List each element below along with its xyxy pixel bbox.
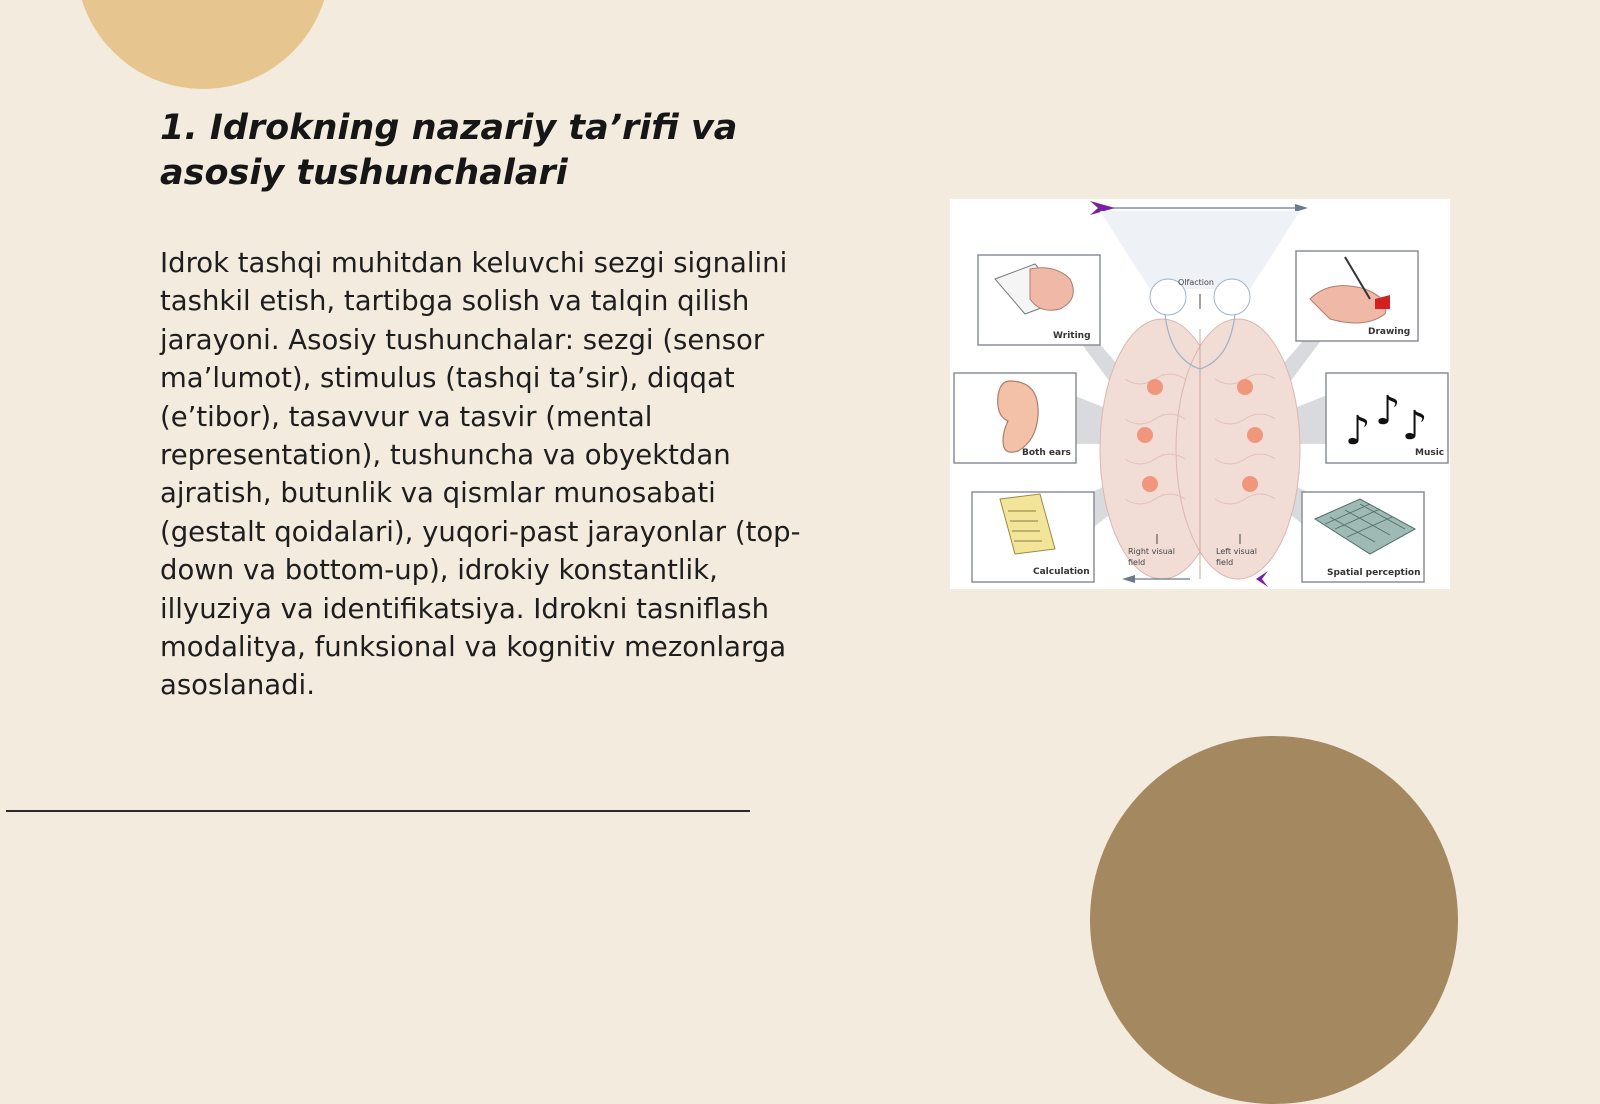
hotspot-left-upper <box>1147 379 1163 395</box>
hotspot-right-mid <box>1247 427 1263 443</box>
hotspot-right-lower <box>1242 476 1258 492</box>
brain-diagram <box>950 199 1450 589</box>
hotspot-left-mid <box>1137 427 1153 443</box>
bottom-arrow-tip <box>1122 575 1135 583</box>
hotspot-left-lower <box>1142 476 1158 492</box>
label-spatial-perception: Spatial perception <box>1327 568 1421 578</box>
music-note-icon-1: ♪ <box>1345 408 1371 454</box>
music-note-icon-2: ♪ <box>1375 388 1401 434</box>
brain-lateralization-figure <box>950 199 1450 589</box>
label-left-visual-field: field <box>1216 558 1234 567</box>
label-calculation: Calculation <box>1033 567 1090 577</box>
label-music: Music <box>1415 448 1445 458</box>
music-note-icon-3: ♪ <box>1402 403 1428 449</box>
label-right-visual: Right visual <box>1128 547 1175 556</box>
decorative-circle-top <box>76 0 330 89</box>
olfactory-bulb-right <box>1214 279 1250 315</box>
purple-arrow-head-bottom <box>1256 571 1268 587</box>
label-left-visual: Left visual <box>1216 547 1257 556</box>
label-right-visual-field: field <box>1128 558 1146 567</box>
label-both-ears: Both ears <box>1022 448 1071 458</box>
slide-title: 1. Idrokning nazariy ta’rifi va asosiy tushunchalari <box>160 108 738 193</box>
arrow-tip-top <box>1295 204 1308 212</box>
hotspot-right-upper <box>1237 379 1253 395</box>
label-olfaction: Olfaction <box>1178 278 1214 287</box>
label-drawing: Drawing <box>1368 327 1411 337</box>
decorative-circle-bottom <box>1090 736 1458 1104</box>
right-hemisphere <box>1176 319 1300 579</box>
slide-body-text: Idrok tashqi muhitdan keluvchi sezgi signalini tashkil etish, tartibga solish va talqin qilish jarayoni. Asosiy tushunchalar: sezgi (sensor ma’lumot), stimulus (tashqi ta’sir), diqqat (e’tibor), tasavvur va tasvir (mental representation), tushuncha va obyektdan ajratish, butunlik va qismlar munosabati (gestalt qoidalari), yuqori-past jarayonlar (top-down va bottom-up), idrokiy konstantlik, illyuziya va identifikatsiya. Idrokni tasniflash modalitya, funksional va kognitiv mezonlarga asoslanadi. <box>160 247 801 702</box>
divider-line <box>6 810 750 812</box>
label-writing: Writing <box>1053 331 1091 341</box>
